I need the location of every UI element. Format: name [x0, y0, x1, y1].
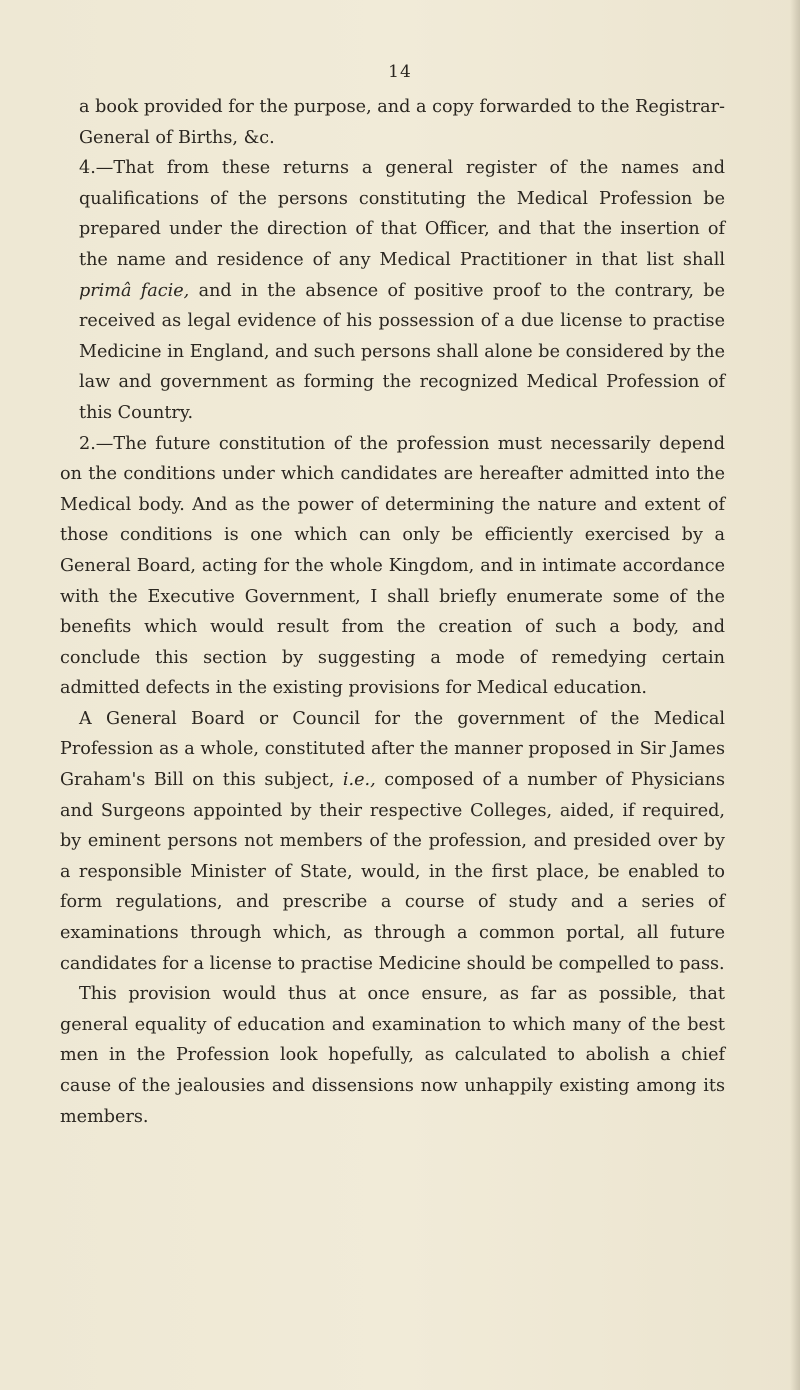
page-edge-shadow: [790, 0, 800, 1390]
body-text: [60, 92, 725, 1132]
paragraph-general-board-text: A General Board or Council for the government of the Medical Profession as a whole, constituted after the manner proposed in Sir James Graham's Bill on this subject,: [60, 708, 725, 791]
paragraph-point-4: [60, 153, 725, 428]
paragraph-general-board-text-end: composed of a number of Physicians and Surgeons appointed by their respective Colleges, aided, if required, by eminent persons not members of the profession, and presided over by a responsible Minister of State, would, in the first place, be enabled to form regulations, and prescribe a course of study and a series of examinations through which, as through a common portal, all future candidates for a license to practise Medicine should be compelled to pass.: [60, 770, 725, 974]
paragraph-provision: This provision would thus at once ensure, as far as possible, that general equality of education and examination to which many of the best men in the Profession look hopefully, as calculated to abolish a chief cause of the jealousies and dissensions now unhappily existing among its members.: [60, 984, 725, 1127]
paragraph-point-4-text-end: and in the absence of positive proof to the contrary, be received as legal evidence of his possession of a due license to practise Medicine in England, and such persons shall alone be considered by the law and government as forming the recognized Medical Profession of this Country.: [79, 280, 725, 423]
paragraph-section-2: 2.—The future constitution of the profession must necessarily depend on the conditions under which candidates are hereafter admitted into the Medical body. And as the power of determining the nature and extent of those conditions is one which can only be efficiently exercised by a General Board, acting for the whole Kingdom, and in intimate accordance with the Executive Government, I shall briefly enumerate some of the benefits which would result from the creation of such a body, and conclude this section by suggesting a mode of remedying certain admitted defects in the existing provisions for Medical education.: [60, 433, 725, 699]
paragraph-continuation: a book provided for the purpose, and a copy forwarded to the Registrar-General of Births, &c.: [79, 97, 725, 148]
paragraph-point-4-text: 4.—That from these returns a general register of the names and qualifications of the persons constituting the Medical Profession be prepared under the direction of that Officer, and that the insertion of the name and residence of any Medical Practitioner in that list shall: [79, 158, 725, 270]
paragraph-general-board: [60, 704, 725, 979]
page-number: 14: [388, 62, 412, 82]
italic-phrase-ie: i.e.,: [342, 770, 376, 791]
italic-phrase-prima-facie: primâ facie,: [79, 280, 190, 301]
